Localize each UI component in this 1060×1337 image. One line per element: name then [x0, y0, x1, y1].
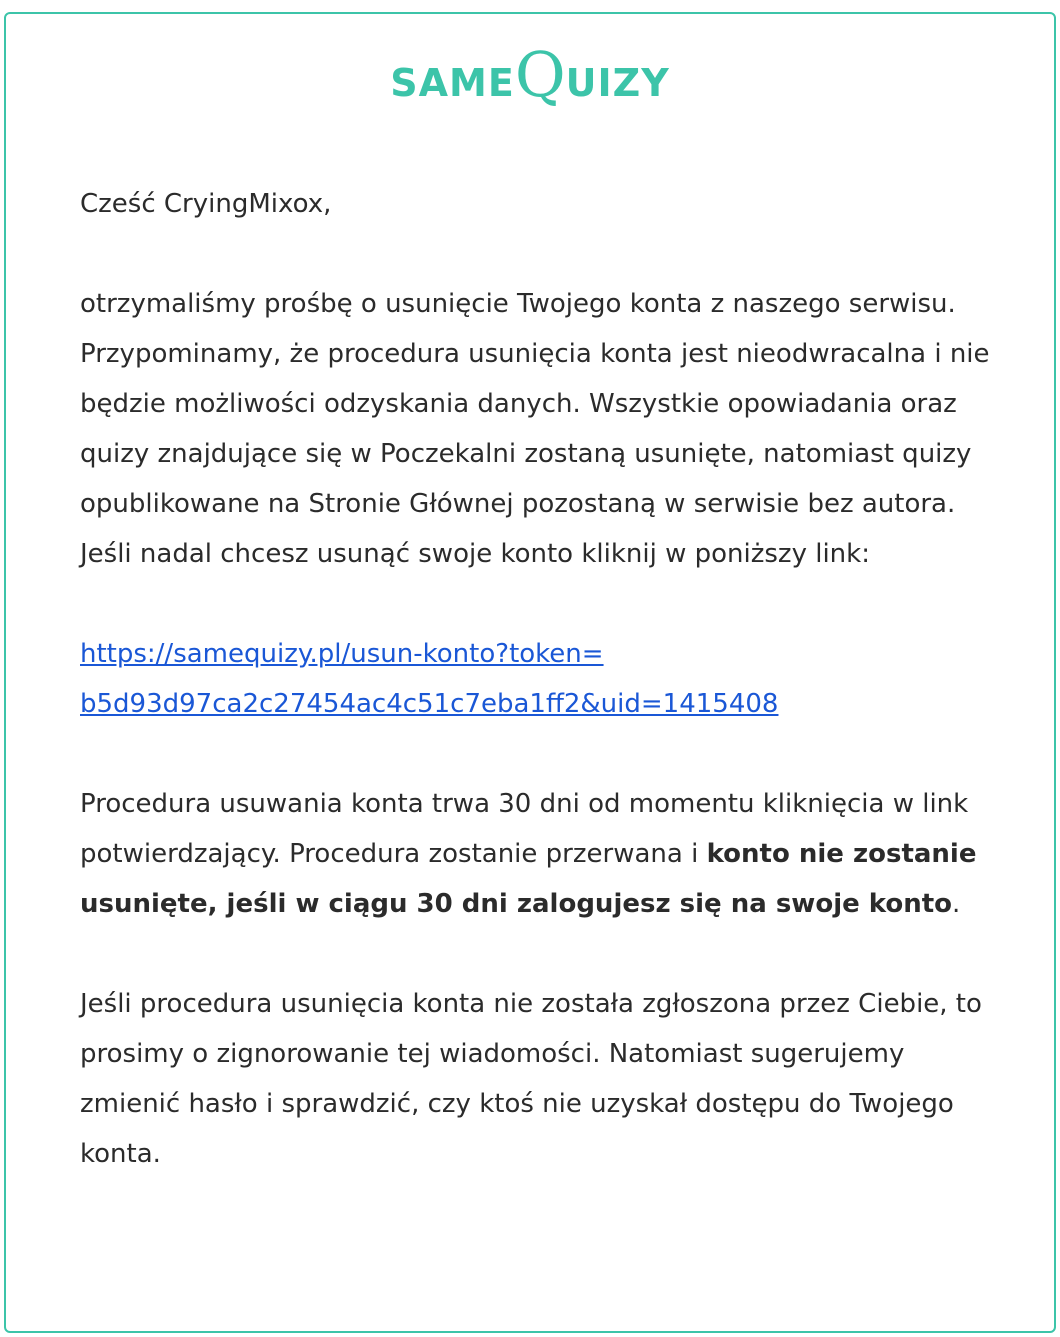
logo-part-uizy: UIZY — [565, 61, 670, 105]
link-paragraph — [80, 629, 1000, 729]
delete-account-link[interactable] — [80, 639, 778, 719]
paragraph-ignore-notice: Jeśli procedura usunięcia konta nie została zgłoszona przez Ciebie, to prosimy o zignorowanie tej wiadomości. Natomiast sugerujemy zmienić hasło i sprawdzić, czy ktoś nie uzyskał dostępu do Twojego konta. — [80, 989, 982, 1169]
procedure-end: . — [952, 889, 961, 919]
paragraph-deletion-request: otrzymaliśmy prośbę o usunięcie Twojego konta z naszego serwisu. Przypominamy, że procedura usunięcia konta jest nieodwracalna i nie będzie możliwości odzyskania danych. Wszystkie opowiadania oraz quizy znajdujące się w Poczekalni zostaną usunięte, natomiast quizy opublikowane na Stronie Głównej pozostaną w serwisie bez autora. Jeśli nadal chcesz usunąć swoje konto kliknij w poniższy link: — [80, 289, 990, 569]
procedure-bold-text: konto nie zostanie usunięte, jeśli w ciągu 30 dni zalogujesz się na swoje konto — [80, 839, 977, 919]
link-line-1: https://samequizy.pl/usun-konto?token= — [80, 639, 604, 669]
link-line-2: b5d93d97ca2c27454ac4c51c7eba1ff2&uid=1415408 — [80, 689, 779, 719]
email-body — [80, 179, 1000, 1229]
samequizy-logo — [6, 38, 1054, 111]
greeting: Cześć CryingMixox, — [80, 189, 332, 219]
paragraph-procedure — [80, 779, 1000, 929]
logo-part-same: SAME — [390, 61, 515, 105]
procedure-text: Procedura usuwania konta trwa 30 dni od momentu kliknięcia w link potwierdzający. Procedura zostanie przerwana i — [80, 789, 969, 869]
logo-part-q: Q — [514, 38, 566, 111]
email-card — [4, 12, 1056, 1333]
